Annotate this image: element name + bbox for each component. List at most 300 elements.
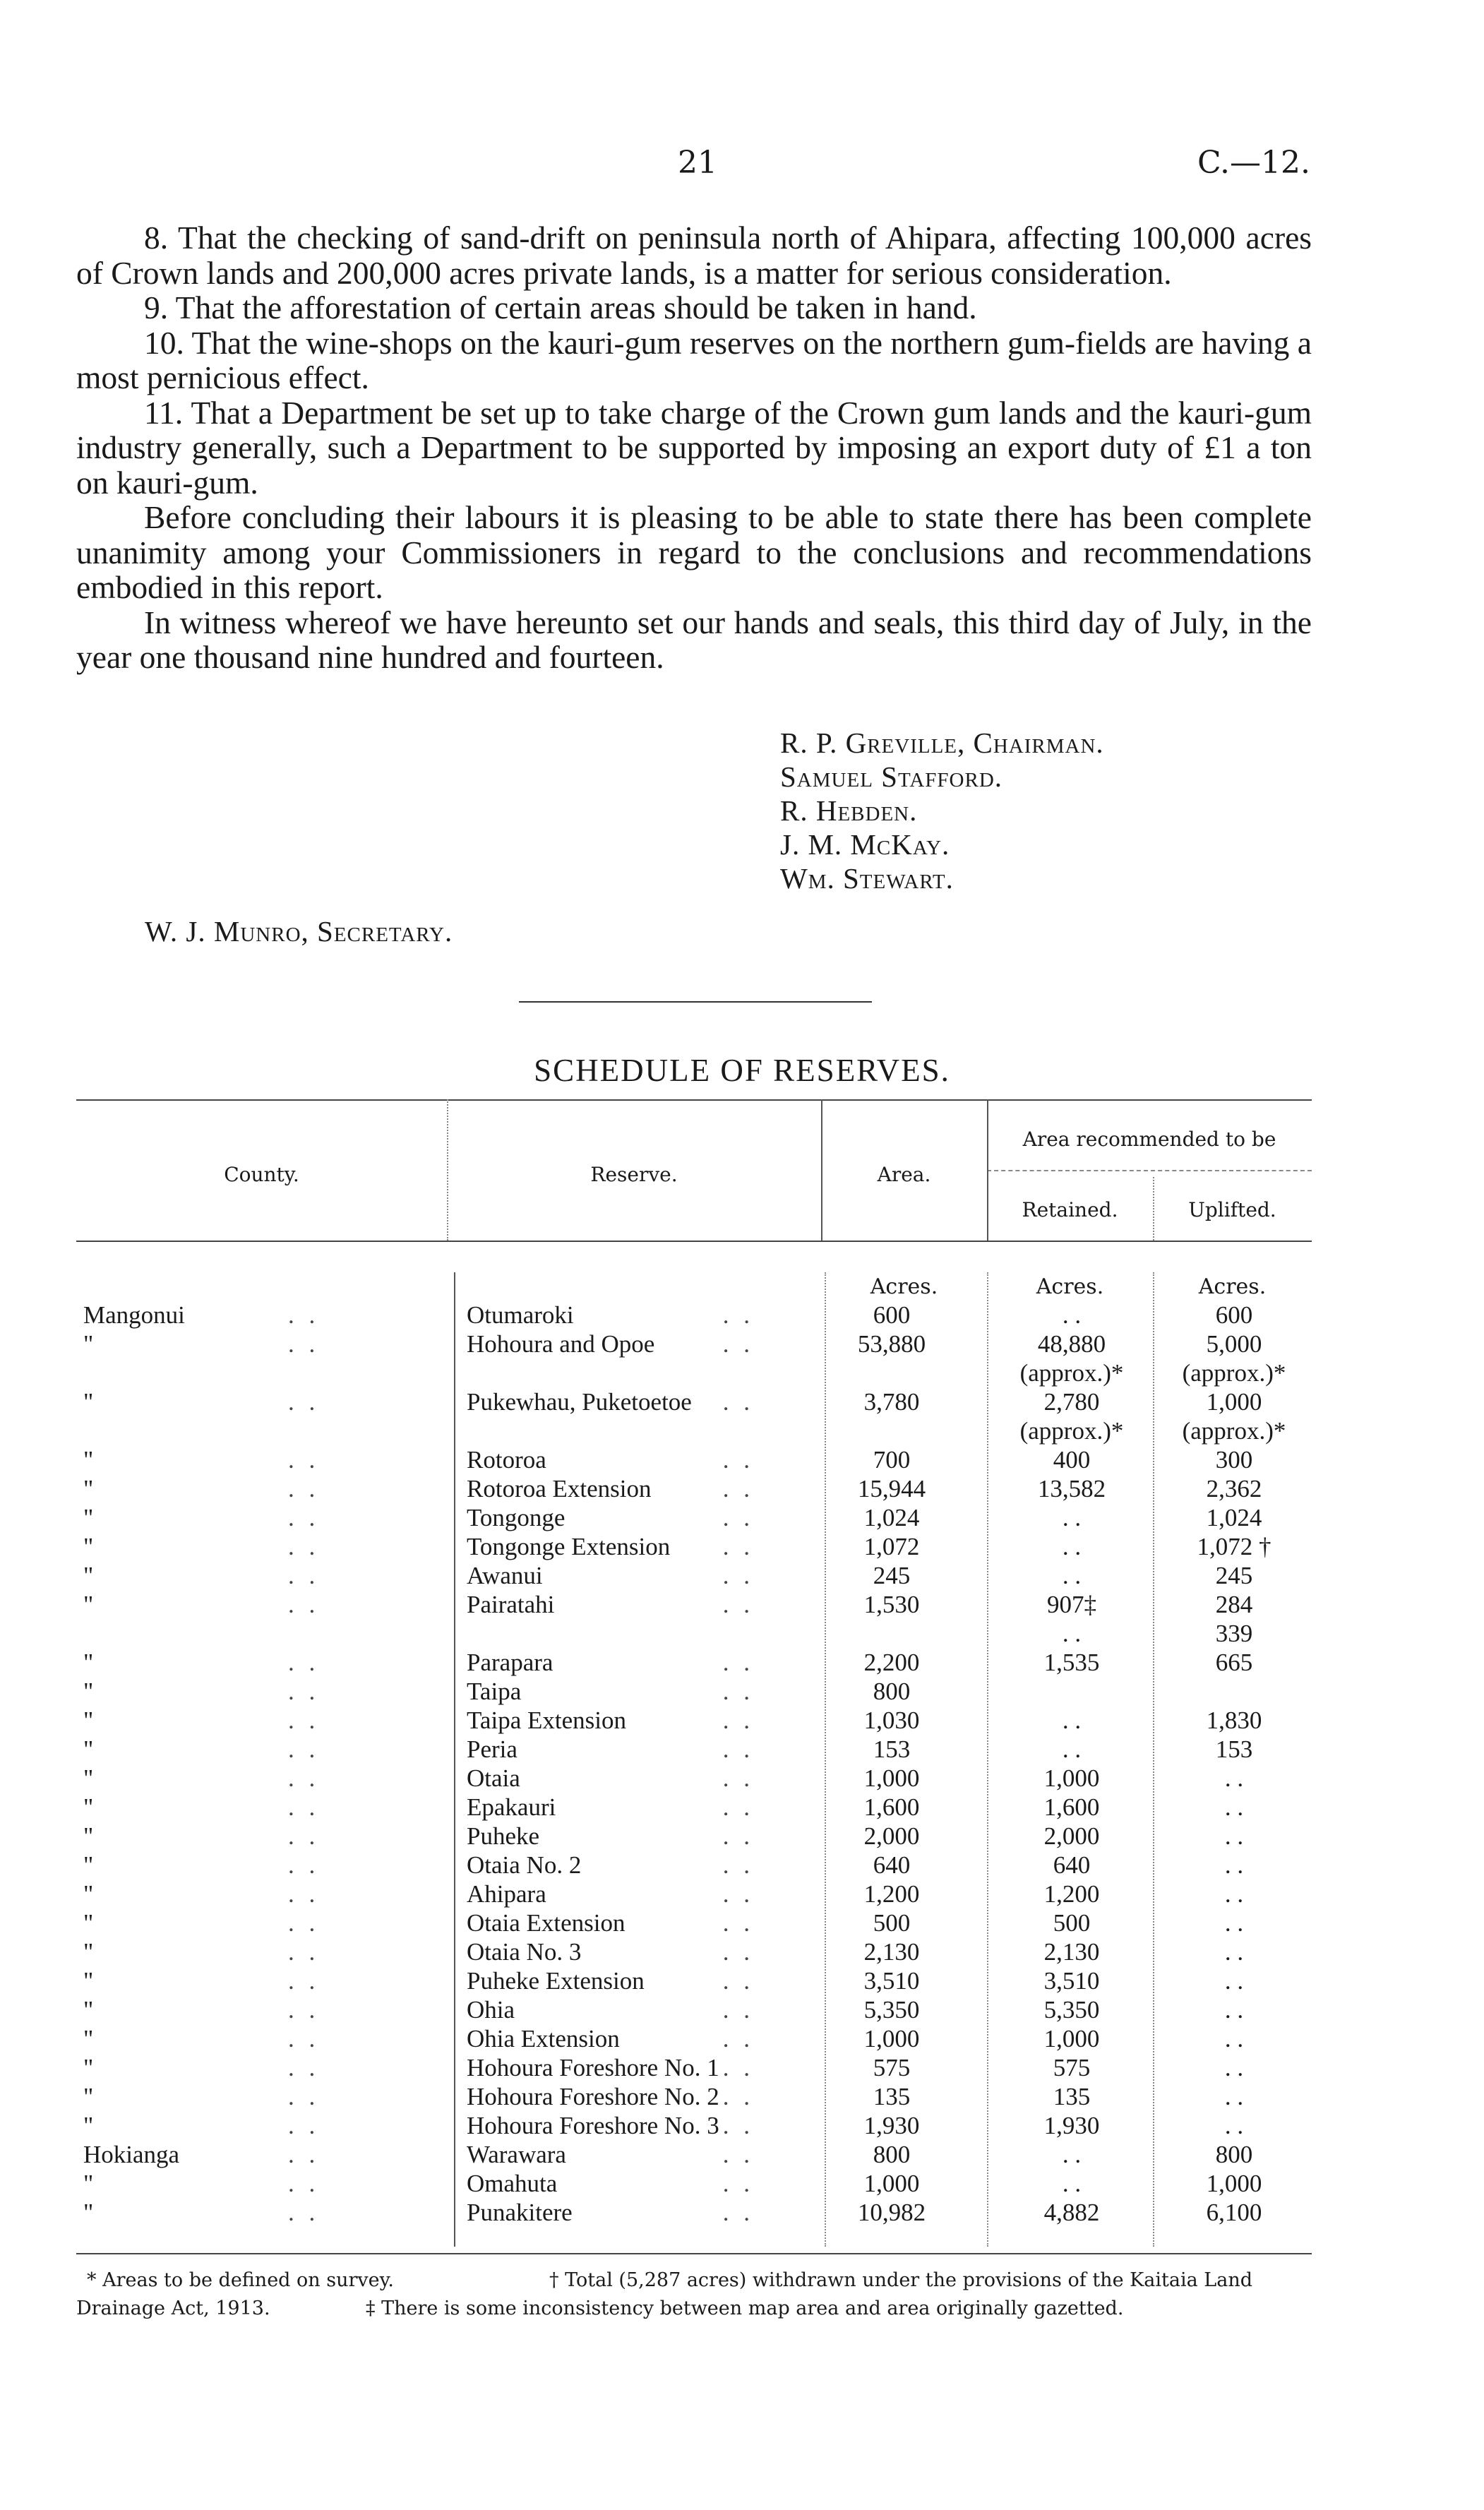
reserve-leader (705, 2169, 754, 2198)
area-cell (821, 1822, 962, 1851)
retained-cell (987, 1793, 1156, 1822)
reserve-cell-value: Otaia No. 2 (467, 1851, 582, 1879)
table-top-rule (76, 1099, 1312, 1101)
reserve-leader (705, 1329, 754, 1358)
county-leader-value: . . (288, 1793, 320, 1821)
county-cell-value: " (83, 1822, 94, 1850)
county-cell (83, 1677, 295, 1706)
uplifted-cell (1156, 1503, 1312, 1532)
county-cell (83, 1590, 295, 1619)
uplifted-cell (1156, 2082, 1312, 2111)
retained-cell-value: . . (1062, 1301, 1082, 1329)
reserve-leader-value: . . (722, 1851, 754, 1879)
uplifted-cell-value: 2,362 (1206, 1475, 1262, 1502)
county-cell (83, 1735, 295, 1764)
area-cell (821, 1503, 962, 1532)
county-cell-value: " (83, 2199, 94, 2226)
retained-cell (987, 1445, 1156, 1474)
reserve-cell-value: Hohoura Foreshore No. 3 (467, 2112, 719, 2139)
county-cell-value: " (83, 1938, 94, 1966)
county-leader-value: . . (288, 1880, 320, 1908)
retained-cell-value: . . (1062, 1707, 1082, 1734)
reserve-leader-value: . . (722, 1678, 754, 1705)
footnote-dagger-cont: Drainage Act, 1913. (76, 2297, 270, 2319)
table-row (76, 1908, 1312, 1937)
uplifted-cell (1156, 1561, 1312, 1590)
uplifted-cell (1156, 1648, 1312, 1677)
reserve-cell-value: Puheke (467, 1822, 540, 1850)
area-cell-value: 1,200 (863, 1880, 920, 1908)
reserve-leader (705, 1387, 754, 1416)
retained-cell-value: 1,200 (1043, 1880, 1100, 1908)
uplifted-cell-value: . . (1224, 2112, 1244, 2139)
reserve-leader-value: . . (722, 2141, 754, 2168)
schedule-table (76, 1099, 1312, 2254)
retained-cell-value: . . (1062, 1504, 1082, 1531)
uplifted-cell (1156, 1793, 1312, 1822)
reserve-leader-value: . . (722, 1301, 754, 1329)
table-row (76, 1995, 1312, 2024)
reserve-cell (467, 1301, 721, 1329)
county-leader-value: . . (288, 1446, 320, 1474)
reserve-cell-value: Otumaroki (467, 1301, 574, 1329)
reserve-cell-value: Pairatahi (467, 1591, 555, 1618)
reserve-leader (705, 1706, 754, 1735)
county-cell-value: " (83, 1880, 94, 1908)
reserve-leader (705, 1793, 754, 1822)
reserve-cell-value: Parapara (467, 1649, 553, 1676)
county-leader-value: . . (288, 1851, 320, 1879)
header-reserve: Reserve. (590, 1163, 678, 1186)
uplifted-cell-value: 800 (1215, 2141, 1253, 2168)
reserve-leader-value: . . (722, 1880, 754, 1908)
county-cell (83, 2140, 295, 2169)
retained-cell (987, 2053, 1156, 2082)
area-cell-value: 800 (873, 1678, 911, 1705)
reserve-cell-value: Rotoroa (467, 1446, 546, 1474)
reserve-leader (705, 1995, 754, 2024)
reserve-cell (467, 1822, 721, 1851)
table-row (76, 1561, 1312, 1590)
area-cell-value: 15,944 (857, 1475, 926, 1502)
uplifted-cell (1156, 1532, 1312, 1561)
area-cell (821, 2140, 962, 2169)
area-cell-value: 600 (873, 1301, 911, 1329)
paragraph-conclusion: Before concluding their labours it is pleasing to be able to state there has been complete unanimity among your Commissioners in regard to the conclusions and recommendations embodied in this report. (76, 499, 1312, 605)
reserve-cell-value: Ohia Extension (467, 2025, 620, 2052)
uplifted-cell-value: . . (1224, 1967, 1244, 1995)
county-cell (83, 1648, 295, 1677)
table-row (76, 1851, 1312, 1879)
uplifted-cell (1156, 2169, 1312, 2198)
uplifted-cell (1156, 2053, 1312, 2082)
area-cell (821, 2111, 962, 2140)
reserve-cell (467, 1503, 721, 1532)
footnote-star: * Areas to be defined on survey. (87, 2269, 394, 2291)
county-leader-value: . . (288, 2112, 320, 2139)
area-cell (821, 1706, 962, 1735)
county-leader-value: . . (288, 1909, 320, 1937)
table-row (76, 2140, 1312, 2169)
reserve-leader (705, 1301, 754, 1329)
county-leader-value: . . (288, 1591, 320, 1618)
county-cell (83, 1966, 295, 1995)
reserve-cell (467, 1851, 721, 1879)
uplifted-cell (1156, 1590, 1312, 1648)
county-cell (83, 1879, 295, 1908)
table-row (76, 1822, 1312, 1851)
retained-cell-value: 5,350 (1043, 1996, 1100, 2024)
uplifted-cell-value: . . (1224, 1822, 1244, 1850)
reserve-cell-value: Ahipara (467, 1880, 546, 1908)
county-leader-value: . . (288, 1649, 320, 1676)
county-cell-value: " (83, 1388, 94, 1416)
area-cell (821, 2024, 962, 2053)
county-leader-value: . . (288, 1533, 320, 1560)
reserve-cell-value: Epakauri (467, 1793, 556, 1821)
area-cell (821, 1937, 962, 1966)
county-cell-value: " (83, 1851, 94, 1879)
retained-note: (approx.)* (1019, 1359, 1124, 1387)
retained-cell-value: 1,535 (1043, 1649, 1100, 1676)
retained-cell (987, 1301, 1156, 1329)
header-county: County. (224, 1163, 299, 1186)
uplifted-cell-value: 300 (1215, 1446, 1253, 1474)
table-row (76, 1445, 1312, 1474)
county-leader-value: . . (288, 1764, 320, 1792)
county-cell-value: " (83, 2025, 94, 2052)
uplifted-cell-value: . . (1224, 2025, 1244, 2052)
reserve-cell (467, 1995, 721, 2024)
reserve-leader (705, 2111, 754, 2140)
county-cell (83, 2053, 295, 2082)
reserve-leader-value: . . (722, 1909, 754, 1937)
retained-cell-value: 1,930 (1043, 2112, 1100, 2139)
reserve-cell (467, 1879, 721, 1908)
footnote-dagger: † Total (5,287 acres) withdrawn under the provisions of the Kaitaia Land (549, 2269, 1252, 2291)
table-row (76, 1735, 1312, 1764)
reserve-leader (705, 1879, 754, 1908)
county-leader-value: . . (288, 2170, 320, 2197)
paragraph-10: 10. That the wine-shops on the kauri-gum reserves on the northern gum-fields are having a most pernicious effect. (76, 324, 1312, 395)
reserve-leader (705, 1735, 754, 1764)
uplifted-cell-value: . . (1224, 1793, 1244, 1821)
uplifted-cell-value: 245 (1215, 1562, 1253, 1589)
reserve-leader-value: . . (722, 2170, 754, 2197)
reserve-cell-value: Hohoura Foreshore No. 2 (467, 2083, 719, 2110)
table-row (76, 1677, 1312, 1706)
table-header-rule (76, 1241, 1312, 1242)
reserve-leader-value: . . (722, 1446, 754, 1474)
uplifted-cell-value: . . (1224, 1851, 1244, 1879)
reserve-cell (467, 2111, 721, 2140)
reserve-leader-value: . . (722, 1967, 754, 1995)
retained-cell-value: 500 (1053, 1909, 1091, 1937)
reserve-cell-value: Hohoura and Opoe (467, 1330, 655, 1358)
reserve-cell-value: Otaia (467, 1764, 520, 1792)
area-cell-value: 500 (873, 1909, 911, 1937)
county-cell (83, 1793, 295, 1822)
county-cell (83, 2082, 295, 2111)
retained-cell-value: . . (1062, 1533, 1082, 1560)
reserve-leader-value: . . (722, 1504, 754, 1531)
retained-cell (987, 1764, 1156, 1793)
uplifted-cell-value: 6,100 (1206, 2199, 1262, 2226)
uplifted-cell (1156, 2140, 1312, 2169)
area-cell-value: 2,130 (863, 1938, 920, 1966)
area-cell-value: 1,600 (863, 1793, 920, 1821)
area-cell-value: 153 (873, 1735, 911, 1763)
county-leader-value: . . (288, 1735, 320, 1763)
county-leader-value: . . (288, 2199, 320, 2226)
table-row (76, 1706, 1312, 1735)
area-cell (821, 1677, 962, 1706)
county-cell (83, 1532, 295, 1561)
county-cell-value: " (83, 1764, 94, 1792)
uplifted-cell-value: 665 (1215, 1649, 1253, 1676)
uplifted-cell-value: . . (1224, 1996, 1244, 2024)
signature-member: Samuel Stafford. (780, 760, 1003, 793)
county-cell (83, 1503, 295, 1532)
signature-member: R. Hebden. (780, 794, 918, 827)
area-cell-value: 1,030 (863, 1707, 920, 1734)
retained-cell (987, 2111, 1156, 2140)
area-cell-value: 10,982 (857, 2199, 926, 2226)
county-leader-value: . . (288, 2025, 320, 2052)
reserve-cell (467, 1648, 721, 1677)
retained-cell (987, 1735, 1156, 1764)
paragraph-witness: In witness whereof we have hereunto set our hands and seals, this third day of July, in the year one thousand nine hundred and fourteen. (76, 604, 1312, 675)
county-cell-value: " (83, 1996, 94, 2024)
table-row (76, 1301, 1312, 1329)
uplifted-cell (1156, 1474, 1312, 1503)
reserve-cell (467, 1474, 721, 1503)
retained-cell (987, 1503, 1156, 1532)
reserve-leader-value: . . (722, 1793, 754, 1821)
uplifted-cell-value: 153 (1215, 1735, 1253, 1763)
retained-cell-value: 400 (1053, 1446, 1091, 1474)
county-cell (83, 1561, 295, 1590)
reserve-cell-value: Hohoura Foreshore No. 1 (467, 2054, 719, 2081)
uplifted-cell-value: 1,000 (1206, 2170, 1262, 2197)
reserve-leader-value: . . (722, 2054, 754, 2081)
reserve-cell-value: Peria (467, 1735, 517, 1763)
area-cell-value: 640 (873, 1851, 911, 1879)
area-cell-value: 1,024 (863, 1504, 920, 1531)
reserve-leader-value: . . (722, 1388, 754, 1416)
reserve-leader-value: . . (722, 1475, 754, 1502)
reserve-cell-value: Omahuta (467, 2170, 558, 2197)
reserve-cell-value: Otaia Extension (467, 1909, 626, 1937)
reserve-cell (467, 2082, 721, 2111)
retained-cell (987, 2140, 1156, 2169)
uplifted-note: 339 (1215, 1620, 1253, 1647)
reserve-cell (467, 1445, 721, 1474)
units-uplifted: Acres. (1198, 1274, 1267, 1299)
area-cell (821, 1561, 962, 1590)
retained-cell-value: . . (1062, 2141, 1082, 2168)
reserve-leader-value: . . (722, 1938, 754, 1966)
reserve-leader (705, 1966, 754, 1995)
units-area: Acres. (870, 1274, 938, 1299)
reserve-cell (467, 2024, 721, 2053)
table-row (76, 2082, 1312, 2111)
uplifted-cell-value: 1,024 (1206, 1504, 1262, 1531)
county-leader-value: . . (288, 1562, 320, 1589)
reserve-cell (467, 1329, 721, 1358)
reserve-cell (467, 1706, 721, 1735)
county-cell-value: " (83, 1446, 94, 1474)
area-cell (821, 1966, 962, 1995)
table-row (76, 2053, 1312, 2082)
reserve-leader (705, 1474, 754, 1503)
county-cell (83, 1822, 295, 1851)
uplifted-cell-value: . . (1224, 2083, 1244, 2110)
area-cell-value: 135 (873, 2083, 911, 2110)
county-cell-value: " (83, 2054, 94, 2081)
area-cell-value: 245 (873, 1562, 911, 1589)
reserve-leader (705, 2024, 754, 2053)
area-cell-value: 53,880 (857, 1330, 926, 1358)
county-cell (83, 2024, 295, 2053)
reserve-leader (705, 2198, 754, 2227)
recommended-subrule (987, 1170, 1312, 1171)
retained-cell-value: 1,600 (1043, 1793, 1100, 1821)
area-cell-value: 1,000 (863, 2025, 920, 2052)
reserve-leader (705, 1764, 754, 1793)
reserve-cell-value: Puheke Extension (467, 1967, 645, 1995)
area-cell (821, 1735, 962, 1764)
reserve-leader (705, 1445, 754, 1474)
reserve-leader-value: . . (722, 1533, 754, 1560)
retained-cell (987, 1966, 1156, 1995)
county-leader-value: . . (288, 2054, 320, 2081)
footnote-double-dagger: ‡ There is some inconsistency between map area and area originally gazetted. (366, 2297, 1124, 2319)
retained-cell-value: 907‡ (1047, 1591, 1096, 1618)
table-row (76, 1387, 1312, 1445)
reserve-leader-value: . . (722, 2025, 754, 2052)
reserve-cell-value: Awanui (467, 1562, 543, 1589)
uplifted-cell (1156, 2198, 1312, 2227)
retained-note: (approx.)* (1019, 1417, 1124, 1445)
area-cell-value: 700 (873, 1446, 911, 1474)
uplifted-cell (1156, 1822, 1312, 1851)
retained-cell (987, 2082, 1156, 2111)
area-cell (821, 2053, 962, 2082)
retained-cell (987, 1474, 1156, 1503)
retained-cell (987, 1908, 1156, 1937)
area-cell (821, 1851, 962, 1879)
retained-cell (987, 1937, 1156, 1966)
paragraph-9: 9. That the afforestation of certain areas should be taken in hand. (144, 289, 977, 325)
county-cell (83, 1764, 295, 1793)
reserve-cell-value: Taipa Extension (467, 1707, 626, 1734)
reserve-leader (705, 1851, 754, 1879)
retained-cell-value: 575 (1053, 2054, 1091, 2081)
reserve-leader (705, 1677, 754, 1706)
reserve-leader (705, 1503, 754, 1532)
county-cell (83, 1474, 295, 1503)
uplifted-cell-value: 1,072 † (1197, 1533, 1271, 1560)
county-cell (83, 2111, 295, 2140)
county-cell (83, 1937, 295, 1966)
county-leader-value: . . (288, 1996, 320, 2024)
county-leader-value: . . (288, 1330, 320, 1358)
uplifted-cell-value: . . (1224, 1909, 1244, 1937)
area-cell (821, 1445, 962, 1474)
retained-cell-value: 4,882 (1043, 2199, 1100, 2226)
county-cell-value: " (83, 1504, 94, 1531)
report-body (76, 220, 1312, 675)
retained-cell (987, 1387, 1156, 1445)
reserve-leader-value: . . (722, 1330, 754, 1358)
reserve-cell-value: Taipa (467, 1678, 522, 1705)
reserve-leader (705, 2053, 754, 2082)
reserve-leader (705, 1561, 754, 1590)
retained-cell-value: 640 (1053, 1851, 1091, 1879)
reserve-cell-value: Otaia No. 3 (467, 1938, 582, 1966)
county-cell-value: " (83, 1591, 94, 1618)
table-row (76, 1966, 1312, 1995)
county-leader-value: . . (288, 1504, 320, 1531)
reserve-leader-value: . . (722, 2083, 754, 2110)
reserve-cell-value: Ohia (467, 1996, 515, 2024)
uplifted-cell-value: 284 (1215, 1591, 1253, 1618)
retained-cell (987, 1879, 1156, 1908)
uplifted-cell-value: . . (1224, 2054, 1244, 2081)
table-row (76, 1503, 1312, 1532)
county-cell-value: " (83, 2112, 94, 2139)
document-code: C.—12. (1197, 145, 1310, 181)
uplifted-note: (approx.)* (1182, 1417, 1286, 1445)
uplifted-cell (1156, 1995, 1312, 2024)
reserve-leader-value: . . (722, 2199, 754, 2226)
uplifted-cell-value: 5,000 (1206, 1330, 1262, 1358)
county-cell-value: Hokianga (83, 2141, 180, 2168)
table-row (76, 1590, 1312, 1648)
county-cell-value: " (83, 1909, 94, 1937)
reserve-cell (467, 1735, 721, 1764)
retained-cell-value: 13,582 (1037, 1475, 1106, 1502)
county-cell (83, 1301, 295, 1329)
county-leader-value: . . (288, 1678, 320, 1705)
area-cell-value: 1,530 (863, 1591, 920, 1618)
reserve-leader-value: . . (722, 1822, 754, 1850)
reserve-leader (705, 2140, 754, 2169)
retained-cell-value: 2,000 (1043, 1822, 1100, 1850)
area-cell-value: 800 (873, 2141, 911, 2168)
reserve-leader-value: . . (722, 1591, 754, 1618)
county-cell (83, 1387, 295, 1416)
reserve-leader-value: . . (722, 1996, 754, 2024)
county-cell-value: " (83, 1533, 94, 1560)
county-leader-value: . . (288, 1475, 320, 1502)
schedule-rows (76, 1301, 1312, 2227)
reserve-cell (467, 2169, 721, 2198)
retained-cell (987, 1851, 1156, 1879)
signature-member: J. M. McKay. (780, 828, 950, 861)
reserve-leader (705, 1648, 754, 1677)
reserve-cell (467, 2053, 721, 2082)
reserve-leader-value: . . (722, 1707, 754, 1734)
reserve-leader (705, 2082, 754, 2111)
retained-cell-value: 3,510 (1043, 1967, 1100, 1995)
county-leader-value: . . (288, 1822, 320, 1850)
area-cell-value: 1,930 (863, 2112, 920, 2139)
reserve-cell-value: Punakitere (467, 2199, 573, 2226)
county-cell (83, 1851, 295, 1879)
retained-cell (987, 1648, 1156, 1677)
